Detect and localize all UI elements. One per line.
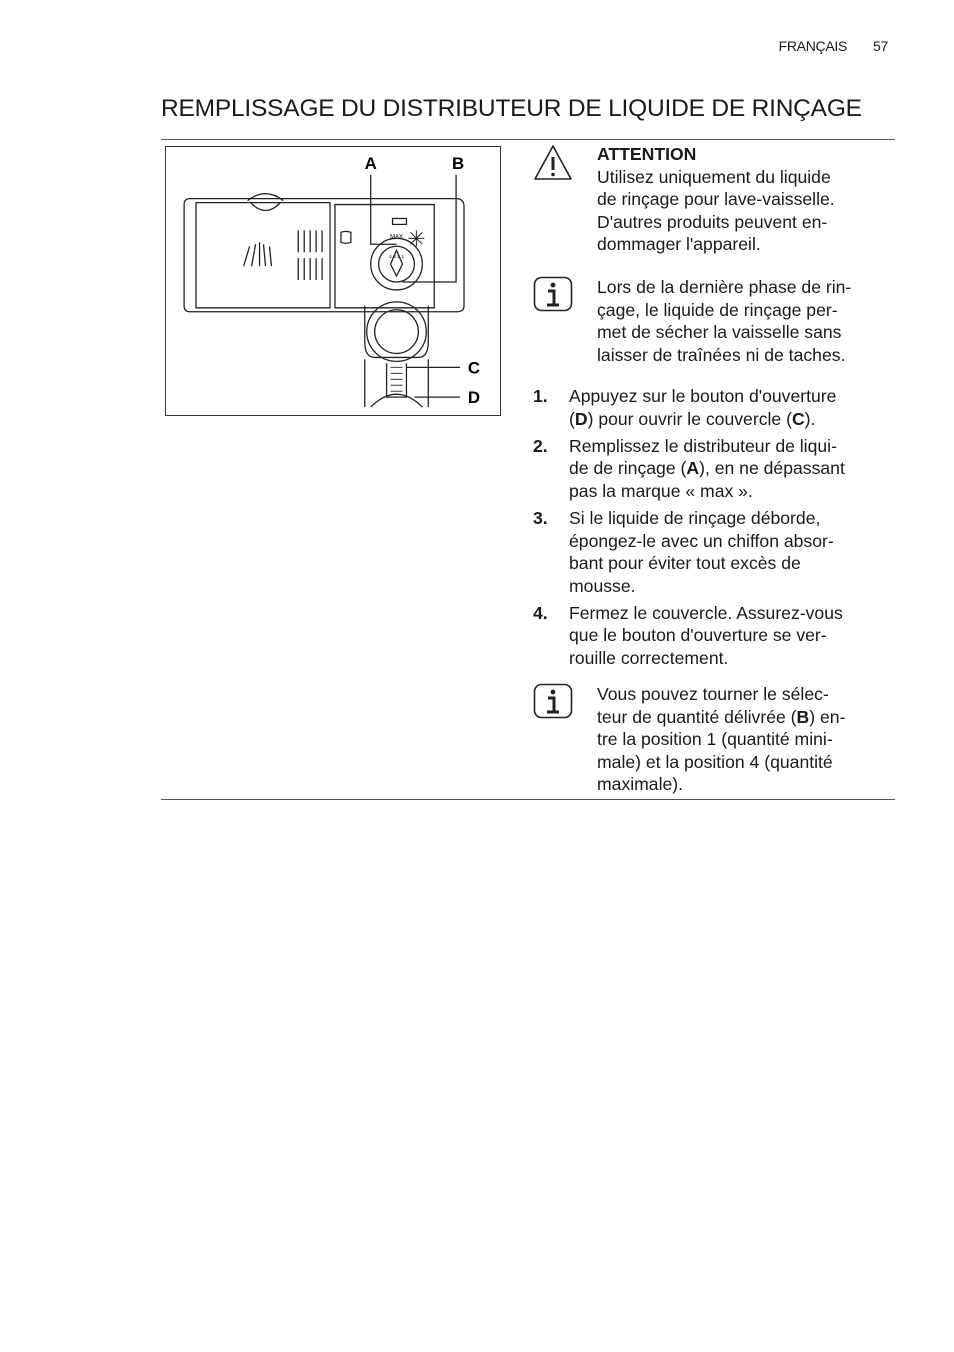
- text: ), en ne dépassant: [699, 458, 845, 479]
- warning-line: de rinçage pour lave-vaisselle.: [597, 189, 835, 210]
- step-item: [533, 435, 893, 503]
- step-line: Appuyez sur le bouton d'ouverture: [569, 386, 837, 406]
- info-line: çage, le liquide de rinçage per-: [597, 299, 838, 320]
- dial-max-text: MAX: [390, 234, 403, 241]
- info-line: Vous pouvez tourner le sélec-: [597, 684, 829, 704]
- info-icon: [533, 276, 573, 316]
- figure-label-d: D: [467, 388, 481, 408]
- step-item: [533, 507, 893, 597]
- dispenser-drawing: [166, 147, 500, 415]
- step-item: [533, 602, 893, 670]
- warning-line: Utilisez uniquement du liquide: [597, 166, 831, 187]
- step-number: 3.: [533, 507, 548, 528]
- page-header: [779, 38, 888, 54]
- step-line: [569, 457, 893, 480]
- dial-scale-text: 4 3 2 1: [388, 255, 405, 261]
- info-line: maximale).: [597, 774, 684, 795]
- step-line: Si le liquide de rinçage déborde,: [569, 507, 821, 528]
- warning-line: D'autres produits peuvent en-: [597, 211, 828, 232]
- info-line: met de sécher la vaisselle sans: [597, 322, 842, 343]
- warning-triangle-icon: [533, 143, 573, 183]
- info-line: [597, 706, 897, 729]
- text: ) pour ouvrir le couvercle (: [587, 408, 792, 429]
- warning-note: [533, 143, 893, 259]
- page-number: 57: [873, 38, 888, 54]
- step-line: mousse.: [569, 575, 636, 596]
- info-line: Lors de la dernière phase de rin-: [597, 277, 852, 297]
- warning-text: [597, 143, 897, 256]
- step-number: 1.: [533, 386, 548, 406]
- info-text-2: [597, 683, 897, 796]
- text: (: [569, 408, 575, 429]
- page-title: REMPLISSAGE DU DISTRIBUTEUR DE LIQUIDE DE RINÇAGE: [161, 95, 862, 122]
- info-note-2: [533, 683, 893, 798]
- step-line: pas la marque « max ».: [569, 480, 753, 501]
- figure-label-b: B: [451, 153, 465, 173]
- step-item: [533, 385, 893, 430]
- ref-d: D: [574, 408, 588, 429]
- step-line: épongez-le avec un chiffon absor-: [569, 530, 834, 551]
- figure-label-c: C: [467, 358, 481, 378]
- text: ) en-: [809, 706, 846, 727]
- step-line: rouille correctement.: [569, 648, 729, 669]
- info-icon: [533, 683, 573, 723]
- step-line: [569, 408, 893, 431]
- step-number: 4.: [533, 602, 548, 623]
- info-line: male) et la position 4 (quantité: [597, 751, 833, 772]
- step-line: que le bouton d'ouverture se ver-: [569, 625, 827, 646]
- warning-heading: ATTENTION: [597, 144, 697, 164]
- step-line: bant pour éviter tout excès de: [569, 553, 801, 574]
- top-divider: [161, 139, 895, 140]
- info-line: tre la position 1 (quantité mini-: [597, 729, 833, 750]
- text: ).: [804, 408, 816, 429]
- info-note-1: [533, 276, 893, 368]
- step-line: Fermez le couvercle. Assurez-vous: [569, 602, 843, 623]
- info-text-1: [597, 276, 897, 366]
- step-line: Remplissez le distributeur de liqui-: [569, 435, 837, 456]
- section-label: FRANÇAIS: [778, 38, 848, 54]
- step-number: 2.: [533, 435, 548, 456]
- info-line: laisser de traînées ni de taches.: [597, 344, 846, 365]
- text: teur de quantité délivrée (: [597, 706, 797, 727]
- ref-a: A: [686, 458, 700, 479]
- steps-list: [533, 385, 893, 674]
- figure-label-a: A: [364, 153, 377, 173]
- dispenser-illustration: [165, 146, 501, 416]
- warning-line: dommager l'appareil.: [597, 234, 761, 255]
- ref-c: C: [791, 408, 805, 429]
- text: de de rinçage (: [569, 458, 687, 479]
- ref-b: B: [796, 706, 810, 727]
- bottom-divider: [161, 799, 895, 800]
